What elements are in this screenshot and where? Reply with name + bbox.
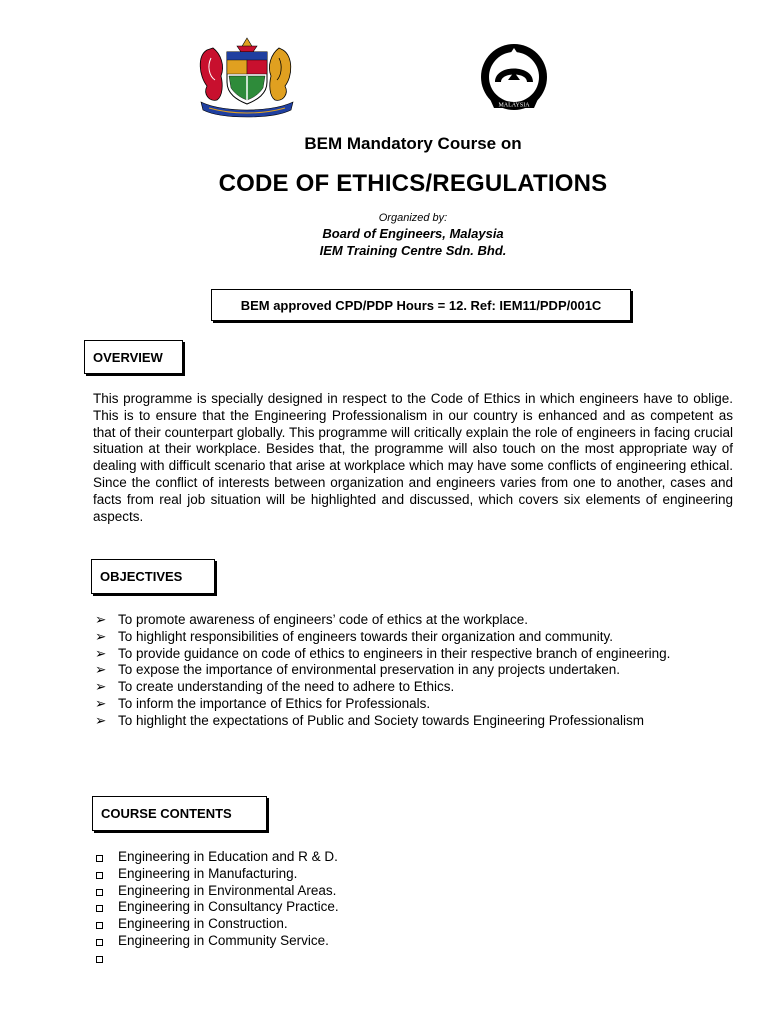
arrow-bullet-icon: ➢ <box>95 679 107 695</box>
overview-paragraph: This programme is specially designed in respect to the Code of Ethics in which engineers have to oblige. This is to ensure that the Engineering Professionalism in our country is enhanced and as competent as that of their counterpart globally. This programme will critically explain the role of engineers in facing crucial situation at their workplace. Besides that, the programme will also touch on the most appropriate way of dealing with difficult scenario that arise at workplace which may have some conflicts of engineering ethical. Since the conflict of interests between organization and engineers varies from one to another, cases and facts from real job situation will be highlighted and discussed, which covers six elements of engineering aspects. <box>93 391 733 524</box>
overview-heading: OVERVIEW <box>93 349 163 365</box>
objective-text: To highlight responsibilities of engineers towards their organization and community. <box>118 628 614 644</box>
course-contents-heading: COURSE CONTENTS <box>101 806 232 821</box>
course-item-text: Engineering in Community Service. <box>118 932 329 948</box>
course-item-text: Engineering in Consultancy Practice. <box>118 899 339 915</box>
square-bullet-icon <box>96 889 103 896</box>
arrow-bullet-icon: ➢ <box>95 612 107 627</box>
organizer-bem: Board of Engineers, Malaysia <box>322 226 504 241</box>
list-item <box>93 629 698 646</box>
objective-text: To create understanding of the need to adhere to Ethics. <box>118 679 455 695</box>
organized-by-label: Organized by: <box>378 212 448 224</box>
objective-text: To provide guidance on code of ethics to engineers in their respective branch of engineering. <box>118 645 671 661</box>
arrow-bullet-icon: ➢ <box>95 628 107 644</box>
organizer-iem: IEM Training Centre Sdn. Bhd. <box>319 243 507 258</box>
list-item <box>93 950 493 967</box>
list-item <box>93 713 698 730</box>
list-item <box>93 866 493 883</box>
list-item <box>93 899 493 916</box>
list-item <box>93 662 698 679</box>
square-bullet-icon <box>96 872 103 879</box>
course-item-text: Engineering in Education and R & D. <box>118 849 338 864</box>
course-contents-list <box>93 849 493 967</box>
objectives-heading: OBJECTIVES <box>100 569 183 584</box>
course-item-text: Engineering in Environmental Areas. <box>118 882 337 898</box>
course-contents-heading-box <box>92 796 267 831</box>
course-item-text: Engineering in Manufacturing. <box>118 865 298 881</box>
list-item <box>93 849 493 866</box>
list-item <box>93 612 698 629</box>
coat-of-arms-logo <box>193 36 301 118</box>
objective-text: To expose the importance of environmental preservation in any projects undertaken. <box>118 662 621 678</box>
arrow-bullet-icon: ➢ <box>95 712 107 728</box>
objectives-list <box>93 612 698 730</box>
objective-text: To highlight the expectations of Public and Society towards Engineering Professionalism <box>118 712 645 728</box>
list-item <box>93 883 493 900</box>
objective-text: To promote awareness of engineers’ code of ethics at the workplace. <box>118 612 528 627</box>
course-item-text: Engineering in Construction. <box>118 916 288 932</box>
arrow-bullet-icon: ➢ <box>95 695 107 711</box>
arrow-bullet-icon: ➢ <box>95 662 107 678</box>
square-bullet-icon <box>96 956 103 963</box>
objectives-heading-box <box>91 559 215 594</box>
list-item <box>93 679 698 696</box>
list-item <box>93 933 493 950</box>
overview-heading-box <box>84 340 183 374</box>
square-bullet-icon <box>96 922 103 929</box>
list-item <box>93 696 698 713</box>
square-bullet-icon <box>96 855 103 862</box>
objective-text: To inform the importance of Ethics for Professionals. <box>118 695 431 711</box>
square-bullet-icon <box>96 905 103 912</box>
list-item <box>93 646 698 663</box>
emblem-text: MALAYSIA <box>498 102 530 109</box>
list-item <box>93 916 493 933</box>
cpd-hours-text: BEM approved CPD/PDP Hours = 12. Ref: IEM11/PDP/001C <box>240 297 602 313</box>
cpd-hours-box <box>211 289 631 321</box>
bem-emblem-logo <box>470 42 558 112</box>
arrow-bullet-icon: ➢ <box>95 645 107 661</box>
page-title: CODE OF ETHICS/REGULATIONS <box>218 170 608 197</box>
square-bullet-icon <box>96 939 103 946</box>
course-subtitle: BEM Mandatory Course on <box>304 134 522 153</box>
